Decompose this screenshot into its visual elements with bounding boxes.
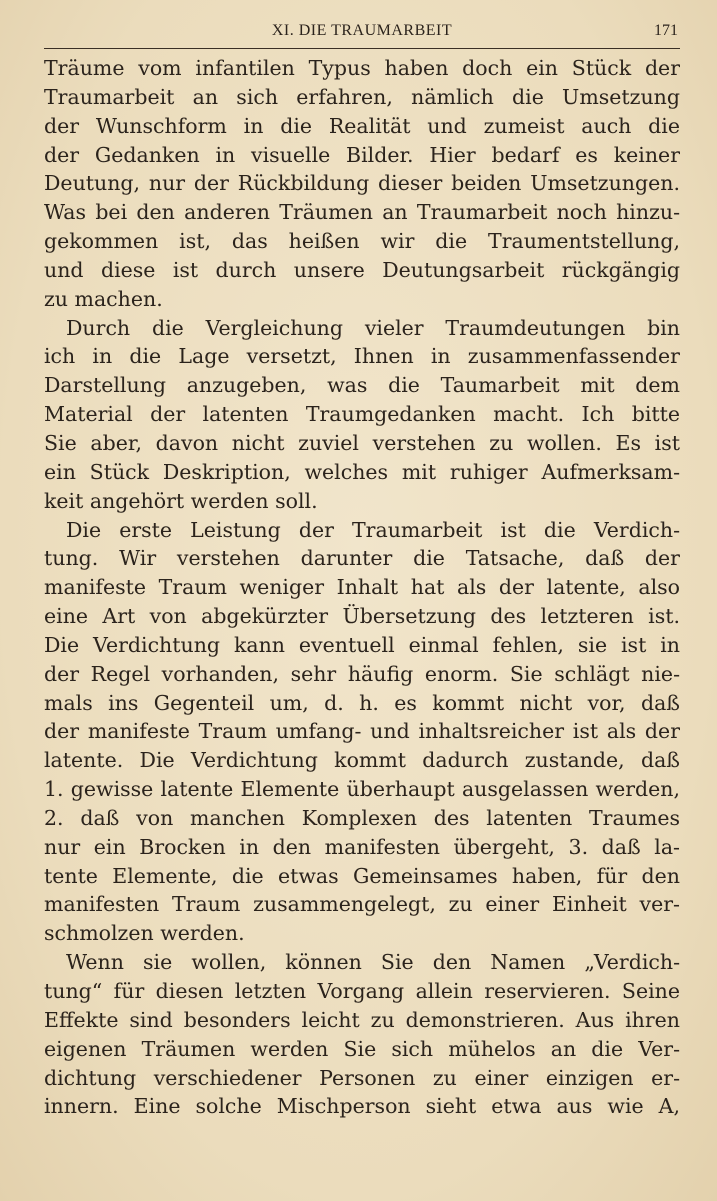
text-line: eigenen Träumen werden Sie sich mühelos an die Ver- [44,1036,680,1061]
text-line: der manifeste Traum umfang- und inhaltsreicher ist als der [44,719,680,744]
text-line: der Regel vorhanden, sehr häufig enorm. Sie schlägt nie- [44,661,680,686]
text-line: dichtung verschiedener Personen zu einer einzigen er- [44,1065,680,1090]
text-line: Durch die Vergleichung vieler Traumdeutungen bin [66,315,680,340]
text-line: tente Elemente, die etwas Gemeinsames haben, für den [44,863,680,888]
text-line: manifesten Traum zusammengelegt, zu einer Einheit ver- [44,892,680,917]
text-line: ich in die Lage versetzt, Ihnen in zusammenfassender [44,344,680,369]
text-line: eine Art von abgekürzter Übersetzung des letzteren ist. [44,604,680,629]
text-line: nur ein Brocken in den manifesten übergeht, 3. daß la- [44,834,680,859]
text-line: gekommen ist, das heißen wir die Traumentstellung, [44,229,680,254]
text-line: tung“ für diesen letzten Vorgang allein reservieren. Seine [44,979,680,1003]
text-line: latente. Die Verdichtung kommt dadurch zustande, daß [44,748,680,773]
text-line: schmolzen werden. [44,921,245,946]
text-line: 2. daß von manchen Komplexen des latenten Traumes [44,805,680,830]
text-line: Die Verdichtung kann eventuell einmal fehlen, sie ist in [44,632,680,657]
text-line: ein Stück Deskription, welches mit ruhiger Aufmerksam- [44,459,680,484]
text-line: Effekte sind besonders leicht zu demonstrieren. Aus ihren [44,1007,680,1032]
body-text [44,54,680,1121]
text-line: Sie aber, davon nicht zuviel verstehen zu wollen. Es ist [44,430,680,455]
text-line: Wenn sie wollen, können Sie den Namen „Verdich- [66,950,680,975]
text-line: der Wunschform in die Realität und zumeist auch die [44,113,680,138]
chapter-title: XI. DIE TRAUMARBEIT [271,22,453,39]
text-line: Träume vom infantilen Typus haben doch ein Stück der [44,56,680,80]
text-line: und diese ist durch unsere Deutungsarbeit rückgängig [44,257,680,282]
text-line: tung. Wir verstehen darunter die Tatsache, daß der [44,546,680,571]
page-number: 171 [654,22,678,39]
text-line: manifeste Traum weniger Inhalt hat als der latente, also [44,575,680,600]
text-line: der Gedanken in visuelle Bilder. Hier bedarf es keiner [44,142,680,167]
text-line: keit angehört werden soll. [44,488,318,513]
text-line: Was bei den anderen Träumen an Traumarbeit noch hinzu- [44,200,680,225]
running-header [44,20,680,49]
text-line: zu machen. [44,286,163,311]
text-line: Darstellung anzugeben, was die Taumarbeit mit dem [44,373,680,398]
text-line: Deutung, nur der Rückbildung dieser beiden Umsetzungen. [44,171,680,196]
text-line: Traumarbeit an sich erfahren, nämlich die Umsetzung [44,84,680,109]
text-line: Material der latenten Traumgedanken macht. Ich bitte [44,402,680,427]
text-line: innern. Eine solche Mischperson sieht etwa aus wie A, [44,1094,680,1119]
text-line: 1. gewisse latente Elemente überhaupt ausgelassen werden, [44,777,680,802]
text-line: mals ins Gegenteil um, d. h. es kommt nicht vor, daß [44,690,680,715]
text-line: Die erste Leistung der Traumarbeit ist die Verdich- [66,517,680,542]
